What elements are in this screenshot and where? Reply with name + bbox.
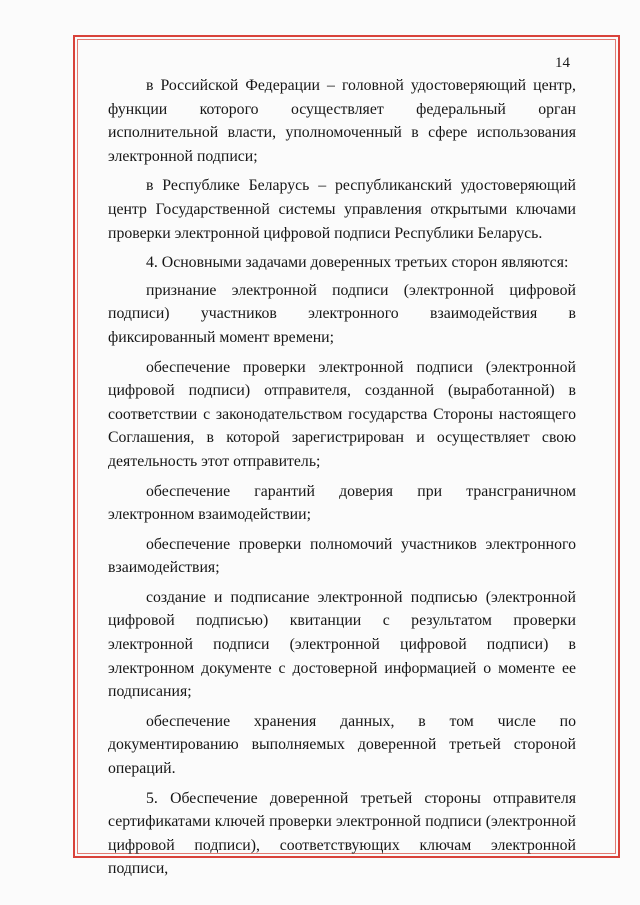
page-number: 14	[555, 55, 570, 71]
paragraph: создание и подписание электронной подписью (электронной цифровой подписью) квитанции с результатом проверки электронной подписи (электронной цифровой подписи) в электронном документе с достоверной информацией о моменте ее подписания;	[108, 588, 576, 701]
paragraph: обеспечение проверки полномочий участников электронного взаимодействия;	[108, 535, 576, 577]
paragraph: в Российской Федерации – головной удостоверяющий центр, функции которого осуществляет федеральный орган исполнительной власти, уполномоченный в сфере использования электронной подписи;	[108, 77, 576, 165]
paragraph: 5. Обеспечение доверенной третьей стороны отправителя сертификатами ключей проверки электронной подписи (электронной цифровой подписи), соответствующих ключам электронной подписи,	[108, 789, 576, 878]
paragraph: в Республике Беларусь – республиканский удостоверяющий центр Государственной системы управления открытыми ключами проверки электронной цифровой подписи Республики Беларусь.	[108, 177, 576, 242]
paragraph: признание электронной подписи (электронной цифровой подписи) участников электронного взаимодействия в фиксированный момент времени;	[108, 281, 576, 346]
document-body	[108, 74, 576, 887]
paragraph: обеспечение гарантий доверия при трансграничном электронном взаимодействии;	[108, 482, 576, 524]
paragraph: 4. Основными задачами доверенных третьих сторон являются:	[146, 254, 569, 272]
paragraph: обеспечение хранения данных, в том числе по документированию выполняемых доверенной третьей стороной операций.	[108, 712, 576, 778]
paragraph: обеспечение проверки электронной подписи (электронной цифровой подписи) отправителя, созданной (выработанной) в соответствии с законодательством государства Стороны настоящего Соглашения, в которой зарегистрирован и осуществляет свою деятельность этот отправитель;	[108, 358, 576, 470]
